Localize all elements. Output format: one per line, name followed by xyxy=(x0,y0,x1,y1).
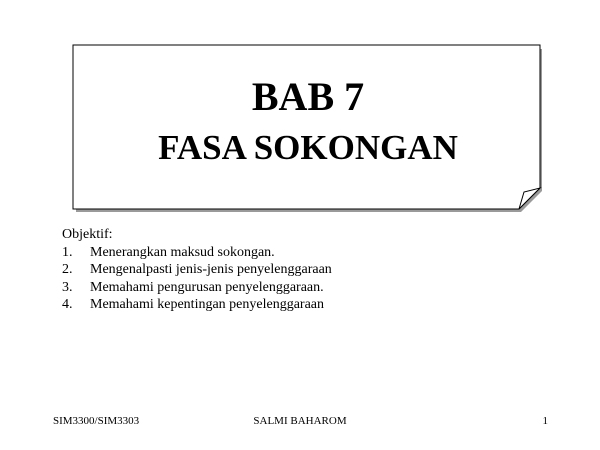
objectives-list xyxy=(62,244,532,314)
slide-subtitle: FASA SOKONGAN xyxy=(158,128,458,167)
objective-item xyxy=(62,244,532,262)
title-box xyxy=(73,45,543,213)
footer-course-code: SIM3300/SIM3303 xyxy=(53,415,140,427)
objective-number: 3. xyxy=(62,279,73,295)
objective-number: 4. xyxy=(62,297,73,312)
slide-title: BAB 7 xyxy=(251,74,365,119)
footer-author: SALMI BAHAROM xyxy=(253,415,347,427)
objectives-heading: Objektif: xyxy=(62,227,113,242)
objective-number: 1. xyxy=(62,244,73,260)
objective-item xyxy=(62,296,532,314)
objective-item xyxy=(62,279,532,297)
objective-text: Menerangkan maksud sokongan. xyxy=(90,244,275,260)
footer-page-number: 1 xyxy=(542,415,548,427)
objective-number: 2. xyxy=(62,262,73,277)
objective-item xyxy=(62,261,532,279)
objective-text: Memahami pengurusan penyelenggaraan. xyxy=(90,279,324,295)
objectives-section xyxy=(62,226,532,314)
objective-text: Memahami kepentingan penyelenggaraan xyxy=(90,297,325,312)
objective-text: Mengenalpasti jenis-jenis penyelenggaraan xyxy=(90,262,332,277)
